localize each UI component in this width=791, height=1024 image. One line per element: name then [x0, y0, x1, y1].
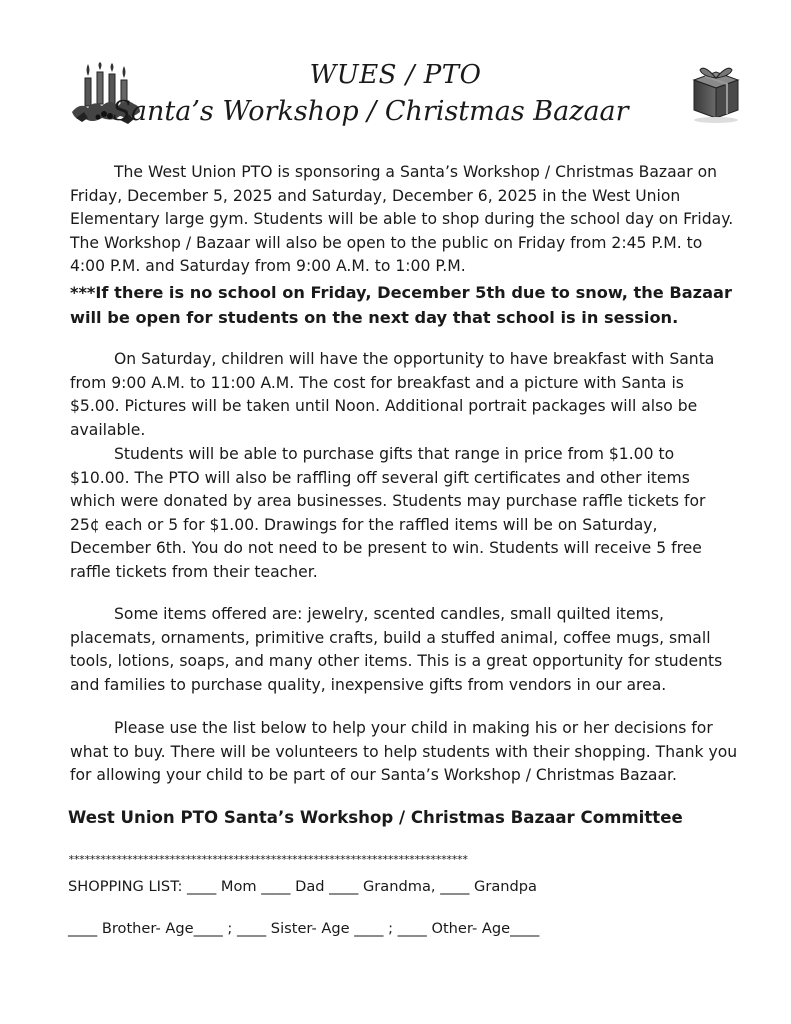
breakfast-paragraph: On Saturday, children will have the opportunity to have breakfast with Santa from 9:00 A.M. to 11:00 A.M. The cost for breakfast and a picture with Santa is $5.00. Pictures will be taken until Noon. Additional portrait packages will also be available.	[70, 350, 715, 439]
divider: ***************************************************************************	[68, 853, 468, 866]
closing-paragraph: Please use the list below to help your child in making his or her decisions for what to buy. There will be volunteers to help students with their shopping. Thank you for allowing your child to be part of our Santa’s Workshop / Christmas Bazaar.	[70, 719, 738, 784]
committee-signature: West Union PTO Santa’s Workshop / Christmas Bazaar Committee	[68, 808, 683, 827]
page-title: WUES / PTO	[309, 60, 482, 90]
shopping-list-line-1: SHOPPING LIST: ____ Mom ____ Dad ____ Grandma, ____ Grandpa	[68, 878, 537, 895]
page-subtitle: Santa’s Workshop / Christmas Bazaar	[112, 96, 629, 127]
items-paragraph: Some items offered are: jewelry, scented candles, small quilted items, placemats, ornaments, primitive crafts, build a stuffed animal, coffee mugs, small tools, lotions, soaps, and many other items. This is a great opportunity for students and families to purchase quality, inexpensive gifts from vendors in our area.	[70, 605, 723, 694]
gifts-paragraph: Students will be able to purchase gifts that range in price from $1.00 to $10.00. The PTO will also be raffling off several gift certificates and other items which were donated by area businesses. Students may purchase raffle tickets for 25¢ each or 5 for $1.00. Drawings for the raffled items will be on Saturday, December 6th. You do not need to be present to win. Students will receive 5 free raffle tickets from their teacher.	[70, 445, 706, 581]
shopping-list-line-2: ____ Brother- Age____ ; ____ Sister- Age ____ ; ____ Other- Age____	[68, 920, 540, 937]
snow-notice: ***If there is no school on Friday, December 5th due to snow, the Bazaar will be open for students on the next day that school is in session.	[70, 283, 732, 327]
intro-paragraph: The West Union PTO is sponsoring a Santa’s Workshop / Christmas Bazaar on Friday, December 5, 2025 and Saturday, December 6, 2025 in the West Union Elementary large gym. Students will be able to shop during the school day on Friday. The Workshop / Bazaar will also be open to the public on Friday from 2:45 P.M. to 4:00 P.M. and Saturday from 9:00 A.M. to 1:00 P.M.	[70, 163, 734, 275]
